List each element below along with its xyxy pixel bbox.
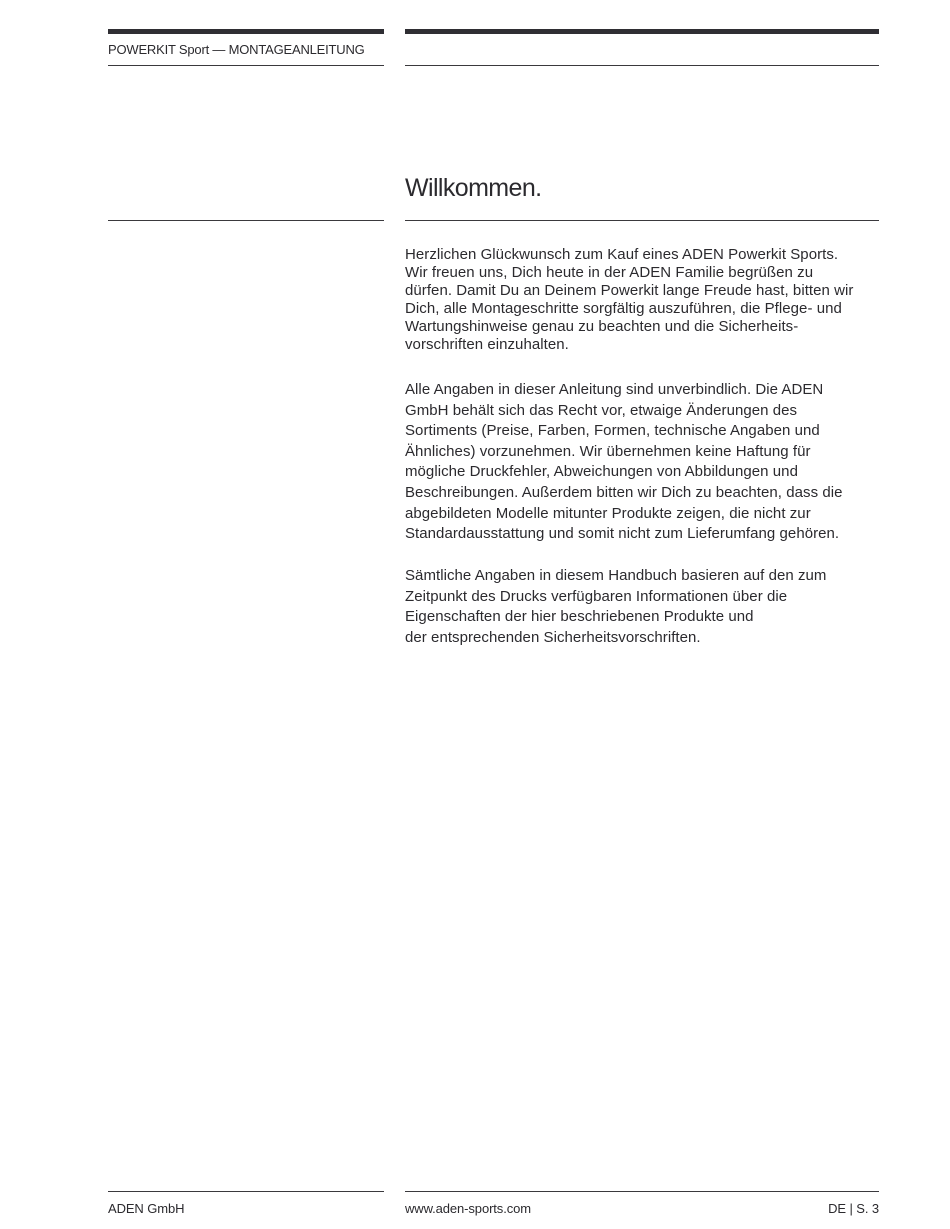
footer-rule-right (405, 1191, 879, 1192)
page-heading: Willkommen. (405, 174, 542, 202)
header-rule-right (405, 65, 879, 66)
footer-rule-left (108, 1191, 384, 1192)
footer-company: ADEN GmbH (108, 1201, 185, 1216)
page-number: DE | S. 3 (828, 1201, 879, 1216)
section-rule-right (405, 220, 879, 221)
header-bar-left (108, 29, 384, 34)
information-paragraph: Sämtliche Angaben in diesem Handbuch basieren auf den zum Zeitpunkt des Drucks verfügbaren Informationen über die Eigenschaften der hier beschriebenen Produkte und der entsprechenden Sicherheitsvorschriften. (405, 567, 827, 646)
disclaimer-paragraph: Alle Angaben in dieser Anleitung sind unverbindlich. Die ADEN GmbH behält sich das Recht vor, etwaige Änderungen des Sortiments (Preise, Farben, Formen, technische Angaben und Ähnliches) vorzunehmen. Wir übernehmen keine Haftung für mögliche Druckfehler, Abweichungen von Abbildungen und Beschreibungen. Außerdem bitten wir Dich zu beachten, dass die abgebildeten Modelle mitunter Produkte zeigen, die nicht zur Standardausstattung und somit nicht zum Lieferumfang gehören. (405, 381, 843, 543)
document-title: POWERKIT Sport — MONTAGEANLEITUNG (108, 42, 365, 57)
section-rule-left (108, 220, 384, 221)
header-rule-left (108, 65, 384, 66)
footer-website: www.aden-sports.com (405, 1201, 531, 1216)
intro-paragraph: Herzlichen Glückwunsch zum Kauf eines ADEN Powerkit Sports. Wir freuen uns, Dich heute in der ADEN Familie begrüßen zu dürfen. Damit Du an Deinem Powerkit lange Freude hast, bitten wir Dich, alle Montageschritte sorgfältig auszuführen, die Pflege- und Wartungshinweise genau zu beachten und die Sicherheits- vorschriften einzuhalten. (405, 246, 854, 353)
header-bar-right (405, 29, 879, 34)
